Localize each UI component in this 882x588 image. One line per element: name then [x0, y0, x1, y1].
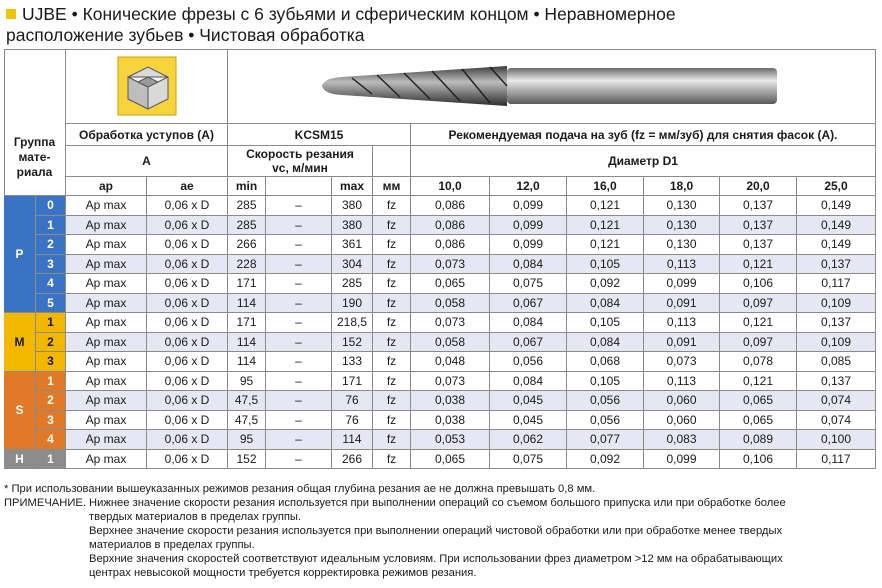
- vc-max: 285: [332, 274, 373, 294]
- vc-dash: –: [266, 216, 332, 236]
- col-diameter: 25,0: [797, 177, 876, 196]
- feed-value: 0,045: [490, 391, 567, 411]
- feed-value: 0,137: [797, 313, 876, 333]
- feed-value: 0,099: [490, 216, 567, 236]
- vc-max: 152: [332, 333, 373, 353]
- speed-label-1: Скорость резания: [246, 147, 354, 161]
- speed-label: [228, 146, 373, 177]
- feed-value: 0,084: [490, 313, 567, 333]
- feed-value: 0,084: [490, 372, 567, 392]
- feed-value: 0,105: [567, 313, 644, 333]
- vc-max: 114: [332, 430, 373, 450]
- vc-min: 47,5: [228, 411, 266, 431]
- ae-value: 0,06 x D: [147, 235, 228, 255]
- col-dash-blank: [266, 177, 332, 196]
- feed-value: 0,121: [720, 255, 797, 275]
- feed-value: 0,117: [797, 450, 876, 470]
- vc-dash: –: [266, 450, 332, 470]
- shoulder-milling-icon: [116, 55, 178, 117]
- col-ap: ap: [66, 177, 147, 196]
- ae-value: 0,06 x D: [147, 274, 228, 294]
- feed-value: 0,105: [567, 372, 644, 392]
- vc-min: 285: [228, 196, 266, 216]
- col-diameter: 16,0: [567, 177, 644, 196]
- material-subgroup: 3: [36, 352, 66, 372]
- feed-value: 0,091: [644, 333, 720, 353]
- feed-value: 0,097: [720, 294, 797, 314]
- material-subgroup: 1: [36, 313, 66, 333]
- vc-min: 171: [228, 313, 266, 333]
- feed-unit: fz: [373, 294, 411, 314]
- vc-dash: –: [266, 274, 332, 294]
- feed-unit: fz: [373, 450, 411, 470]
- note-3b: центрах невысокой мощности требуется корректировка режимов резания.: [89, 567, 477, 579]
- feed-value: 0,056: [490, 352, 567, 372]
- feed-value: 0,058: [411, 333, 490, 353]
- material-subgroup: 4: [36, 274, 66, 294]
- title-line-1: UJBE • Конические фрезы с 6 зубьями и сферическим концом • Неравномерное: [22, 4, 676, 24]
- vc-max: 133: [332, 352, 373, 372]
- feed-value: 0,109: [797, 294, 876, 314]
- vc-max: 218,5: [332, 313, 373, 333]
- blank-header-cell: [373, 146, 411, 177]
- feed-value: 0,091: [644, 294, 720, 314]
- feed-value: 0,099: [490, 196, 567, 216]
- vc-max: 190: [332, 294, 373, 314]
- feed-unit: fz: [373, 430, 411, 450]
- speed-label-2: vc, м/мин: [272, 161, 328, 175]
- feed-value: 0,137: [720, 196, 797, 216]
- note-2b: материалов в пределах группы.: [89, 539, 255, 551]
- conical-end-mill-icon: [312, 56, 792, 116]
- title-line-2: расположение зубьев • Чистовая обработка: [6, 25, 365, 45]
- feed-value: 0,067: [490, 294, 567, 314]
- vc-max: 361: [332, 235, 373, 255]
- vc-min: 47,5: [228, 391, 266, 411]
- feed-value: 0,073: [411, 255, 490, 275]
- feed-label: Рекомендуемая подача на зуб (fz = мм/зуб) для снятия фасок (A).: [411, 124, 876, 146]
- feed-value: 0,137: [720, 216, 797, 236]
- feed-value: 0,113: [644, 372, 720, 392]
- ae-value: 0,06 x D: [147, 333, 228, 353]
- operation-icon-cell: [66, 49, 228, 124]
- col-diameter: 18,0: [644, 177, 720, 196]
- col-ae: ae: [147, 177, 228, 196]
- vc-min: 171: [228, 274, 266, 294]
- feed-value: 0,045: [490, 411, 567, 431]
- vc-min: 266: [228, 235, 266, 255]
- ae-value: 0,06 x D: [147, 352, 228, 372]
- material-group-P: P: [4, 196, 36, 313]
- feed-unit: fz: [373, 391, 411, 411]
- group-header-label: Группа мате-риала: [13, 134, 56, 179]
- feed-value: 0,130: [644, 216, 720, 236]
- feed-value: 0,149: [797, 216, 876, 236]
- ap-value: Ap max: [66, 216, 147, 236]
- ae-value: 0,06 x D: [147, 391, 228, 411]
- feed-value: 0,068: [567, 352, 644, 372]
- feed-value: 0,074: [797, 391, 876, 411]
- feed-value: 0,084: [490, 255, 567, 275]
- vc-min: 114: [228, 294, 266, 314]
- feed-value: 0,099: [644, 450, 720, 470]
- ap-value: Ap max: [66, 274, 147, 294]
- feed-value: 0,084: [567, 333, 644, 353]
- grade-label: KCSM15: [228, 124, 411, 146]
- vc-max: 76: [332, 391, 373, 411]
- feed-value: 0,048: [411, 352, 490, 372]
- feed-value: 0,106: [720, 274, 797, 294]
- vc-dash: –: [266, 430, 332, 450]
- note-2a: Верхнее значение скорости резания используется при выполнении операций чистовой обработки или при обработке менее твердых: [89, 525, 783, 537]
- feed-value: 0,067: [490, 333, 567, 353]
- vc-min: 228: [228, 255, 266, 275]
- feed-value: 0,149: [797, 196, 876, 216]
- material-group-S: S: [4, 372, 36, 450]
- feed-value: 0,086: [411, 196, 490, 216]
- ae-value: 0,06 x D: [147, 313, 228, 333]
- ap-value: Ap max: [66, 196, 147, 216]
- note-1b: твердых материалов в пределах группы.: [89, 511, 302, 523]
- feed-value: 0,089: [720, 430, 797, 450]
- ap-value: Ap max: [66, 333, 147, 353]
- feed-value: 0,085: [797, 352, 876, 372]
- ap-value: Ap max: [66, 430, 147, 450]
- vc-max: 171: [332, 372, 373, 392]
- feed-value: 0,130: [644, 235, 720, 255]
- ap-value: Ap max: [66, 372, 147, 392]
- vc-dash: –: [266, 391, 332, 411]
- feed-value: 0,065: [411, 274, 490, 294]
- ae-value: 0,06 x D: [147, 450, 228, 470]
- operation-label: Обработка уступов (A): [66, 124, 228, 146]
- material-subgroup: 4: [36, 430, 66, 450]
- diameter-label: Диаметр D1: [411, 146, 876, 177]
- col-mm: мм: [373, 177, 411, 196]
- feed-value: 0,092: [567, 450, 644, 470]
- vc-dash: –: [266, 352, 332, 372]
- feed-value: 0,137: [720, 235, 797, 255]
- feed-value: 0,077: [567, 430, 644, 450]
- material-subgroup: 1: [36, 372, 66, 392]
- feed-value: 0,097: [720, 333, 797, 353]
- feed-value: 0,121: [720, 372, 797, 392]
- feed-value: 0,137: [797, 372, 876, 392]
- feed-value: 0,086: [411, 216, 490, 236]
- ap-value: Ap max: [66, 352, 147, 372]
- vc-max: 76: [332, 411, 373, 431]
- vc-min: 95: [228, 430, 266, 450]
- feed-value: 0,130: [644, 196, 720, 216]
- feed-value: 0,100: [797, 430, 876, 450]
- ap-value: Ap max: [66, 313, 147, 333]
- feed-unit: fz: [373, 196, 411, 216]
- col-diameter: 12,0: [490, 177, 567, 196]
- col-diameter: 20,0: [720, 177, 797, 196]
- material-subgroup: 3: [36, 411, 66, 431]
- feed-value: 0,038: [411, 391, 490, 411]
- vc-max: 380: [332, 216, 373, 236]
- feed-value: 0,075: [490, 274, 567, 294]
- feed-value: 0,084: [567, 294, 644, 314]
- vc-min: 152: [228, 450, 266, 470]
- feed-value: 0,121: [720, 313, 797, 333]
- feed-unit: fz: [373, 333, 411, 353]
- feed-value: 0,078: [720, 352, 797, 372]
- feed-value: 0,117: [797, 274, 876, 294]
- ae-value: 0,06 x D: [147, 255, 228, 275]
- vc-min: 114: [228, 352, 266, 372]
- feed-value: 0,121: [567, 196, 644, 216]
- vc-dash: –: [266, 255, 332, 275]
- vc-min: 285: [228, 216, 266, 236]
- ap-value: Ap max: [66, 450, 147, 470]
- ae-value: 0,06 x D: [147, 216, 228, 236]
- feed-value: 0,074: [797, 411, 876, 431]
- note-1a: ПРИМЕЧАНИЕ. Нижнее значение скорости резания используется при выполнении операций со съемом большого припуска или при обработке более: [4, 497, 786, 509]
- feed-value: 0,105: [567, 255, 644, 275]
- feed-unit: fz: [373, 274, 411, 294]
- ae-value: 0,06 x D: [147, 411, 228, 431]
- vc-dash: –: [266, 372, 332, 392]
- feed-value: 0,060: [644, 411, 720, 431]
- feed-value: 0,056: [567, 391, 644, 411]
- feed-unit: fz: [373, 352, 411, 372]
- material-subgroup: 2: [36, 333, 66, 353]
- feed-value: 0,099: [644, 274, 720, 294]
- feed-value: 0,062: [490, 430, 567, 450]
- vc-dash: –: [266, 333, 332, 353]
- feed-unit: fz: [373, 313, 411, 333]
- feed-value: 0,121: [567, 216, 644, 236]
- vc-dash: –: [266, 294, 332, 314]
- vc-dash: –: [266, 235, 332, 255]
- feed-value: 0,038: [411, 411, 490, 431]
- ae-value: 0,06 x D: [147, 372, 228, 392]
- feed-value: 0,099: [490, 235, 567, 255]
- notes: [4, 482, 878, 580]
- ae-value: 0,06 x D: [147, 294, 228, 314]
- feed-value: 0,060: [644, 391, 720, 411]
- vc-max: 304: [332, 255, 373, 275]
- vc-max: 266: [332, 450, 373, 470]
- ap-value: Ap max: [66, 235, 147, 255]
- ap-value: Ap max: [66, 255, 147, 275]
- feed-value: 0,065: [720, 391, 797, 411]
- feed-value: 0,083: [644, 430, 720, 450]
- ae-value: 0,06 x D: [147, 430, 228, 450]
- feed-value: 0,106: [720, 450, 797, 470]
- ap-value: Ap max: [66, 391, 147, 411]
- material-subgroup: 5: [36, 294, 66, 314]
- feed-value: 0,121: [567, 235, 644, 255]
- vc-dash: –: [266, 196, 332, 216]
- feed-value: 0,113: [644, 255, 720, 275]
- feed-value: 0,075: [490, 450, 567, 470]
- group-header: [4, 49, 66, 196]
- material-subgroup: 2: [36, 391, 66, 411]
- material-group-M: M: [4, 313, 36, 372]
- feed-value: 0,113: [644, 313, 720, 333]
- feed-value: 0,086: [411, 235, 490, 255]
- vc-min: 114: [228, 333, 266, 353]
- feed-value: 0,065: [720, 411, 797, 431]
- feed-unit: fz: [373, 216, 411, 236]
- col-max: max: [332, 177, 373, 196]
- feed-unit: fz: [373, 411, 411, 431]
- feed-value: 0,065: [411, 450, 490, 470]
- ap-value: Ap max: [66, 411, 147, 431]
- feed-value: 0,056: [567, 411, 644, 431]
- feed-value: 0,109: [797, 333, 876, 353]
- material-group-H: H: [4, 450, 36, 470]
- feed-value: 0,058: [411, 294, 490, 314]
- vc-dash: –: [266, 411, 332, 431]
- operation-code: A: [66, 146, 228, 177]
- material-subgroup: 3: [36, 255, 66, 275]
- vc-max: 380: [332, 196, 373, 216]
- feed-value: 0,073: [411, 313, 490, 333]
- col-min: min: [228, 177, 266, 196]
- footnote: * При использовании вышеуказанных режимов резания общая глубина резания ae не должна превышать 0,8 мм.: [4, 483, 596, 495]
- material-subgroup: 1: [36, 450, 66, 470]
- feed-value: 0,092: [567, 274, 644, 294]
- feed-value: 0,149: [797, 235, 876, 255]
- col-diameter: 10,0: [411, 177, 490, 196]
- ae-value: 0,06 x D: [147, 196, 228, 216]
- vc-dash: –: [266, 313, 332, 333]
- note-3a: Верхние значения скоростей соответствуют идеальным условиям. При использовании фрез диаметром >12 мм на обрабатывающих: [89, 553, 783, 565]
- material-subgroup: 2: [36, 235, 66, 255]
- ap-value: Ap max: [66, 294, 147, 314]
- feed-value: 0,073: [411, 372, 490, 392]
- vc-min: 95: [228, 372, 266, 392]
- material-subgroup: 0: [36, 196, 66, 216]
- feed-value: 0,073: [644, 352, 720, 372]
- feed-unit: fz: [373, 372, 411, 392]
- feed-value: 0,137: [797, 255, 876, 275]
- feed-unit: fz: [373, 255, 411, 275]
- material-subgroup: 1: [36, 216, 66, 236]
- tool-image-cell: [228, 49, 876, 124]
- feed-unit: fz: [373, 235, 411, 255]
- feed-value: 0,053: [411, 430, 490, 450]
